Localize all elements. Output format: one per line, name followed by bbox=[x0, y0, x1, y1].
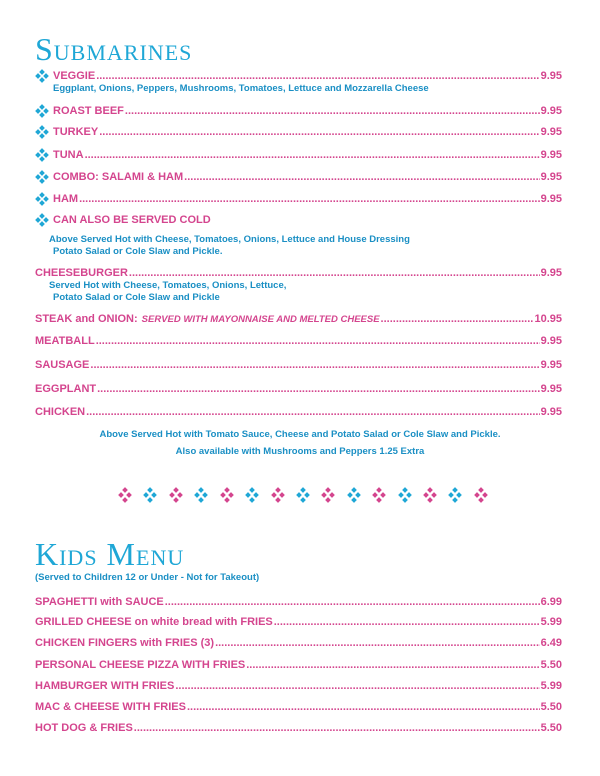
diamond-bullet-icon bbox=[35, 70, 49, 82]
item-name: HAM bbox=[53, 193, 79, 205]
item-note: SERVED WITH MAYONNAISE AND MELTED CHEESE bbox=[141, 314, 380, 325]
item-name: SPAGHETTI with SAUCE bbox=[35, 596, 164, 608]
divider-diamond-icon bbox=[448, 488, 462, 502]
item-name: CHICKEN bbox=[35, 406, 86, 418]
item-name: TUNA bbox=[53, 149, 84, 161]
divider-diamond-icon bbox=[143, 488, 157, 502]
item-price: 5.50 bbox=[540, 659, 562, 671]
kids-item-pizza bbox=[35, 658, 562, 672]
item-price: 9.95 bbox=[540, 149, 562, 161]
item-price: 9.95 bbox=[540, 335, 562, 347]
item-name: HOT DOG & FRIES bbox=[35, 722, 133, 734]
divider-diamond-icon bbox=[245, 488, 259, 502]
menu-item-tuna bbox=[35, 148, 562, 162]
item-name: EGGPLANT bbox=[35, 383, 97, 395]
divider-diamond-icon bbox=[169, 488, 183, 502]
menu-item-cheeseburger bbox=[35, 266, 562, 280]
menu-item-steak-and-onion bbox=[35, 312, 562, 326]
hot-footer-line-1: Above Served Hot with Tomato Sauce, Cheese and Potato Salad or Cole Slaw and Pickle. bbox=[99, 429, 501, 440]
cold-description-line-1: Above Served Hot with Cheese, Tomatoes, Onions, Lettuce and House Dressing bbox=[49, 234, 410, 245]
kids-item-mac-and-cheese bbox=[35, 700, 562, 714]
divider-diamond-icon bbox=[296, 488, 310, 502]
item-name: ROAST BEEF bbox=[53, 105, 124, 117]
divider-diamond-icon bbox=[347, 488, 361, 502]
menu-item-ham bbox=[35, 192, 562, 206]
cheeseburger-description-line-2: Potato Salad or Cole Slaw and Pickle bbox=[53, 292, 220, 303]
kids-item-hot-dog bbox=[35, 721, 562, 735]
item-name: HAMBURGER WITH FRIES bbox=[35, 680, 175, 692]
cold-description-line-2: Potato Salad or Cole Slaw and Pickle. bbox=[53, 246, 223, 257]
menu-item-roast-beef bbox=[35, 104, 562, 118]
diamond-bullet-icon bbox=[35, 105, 49, 117]
veggie-description: Eggplant, Onions, Peppers, Mushrooms, Tomatoes, Lettuce and Mozzarella Cheese bbox=[53, 83, 429, 94]
submarines-title: Submarines bbox=[35, 31, 193, 67]
hot-footer-line-2: Also available with Mushrooms and Peppers 1.25 Extra bbox=[175, 446, 425, 457]
menu-item-turkey bbox=[35, 125, 562, 139]
item-price: 9.95 bbox=[540, 359, 562, 371]
divider-diamond-icon bbox=[118, 488, 132, 502]
kids-item-hamburger bbox=[35, 679, 562, 693]
item-name: CHEESEBURGER bbox=[35, 267, 128, 279]
item-name: CHICKEN FINGERS with FRIES (3) bbox=[35, 637, 215, 649]
divider-diamond-icon bbox=[194, 488, 208, 502]
kids-menu-subtitle: (Served to Children 12 or Under - Not for Takeout) bbox=[35, 572, 260, 583]
diamond-bullet-icon bbox=[35, 126, 49, 138]
item-name: COMBO: SALAMI & HAM bbox=[53, 171, 184, 183]
item-price: 5.50 bbox=[540, 722, 562, 734]
item-price: 10.95 bbox=[534, 313, 562, 325]
item-price: 5.99 bbox=[540, 616, 562, 628]
diamond-bullet-icon bbox=[35, 214, 49, 226]
item-name: PERSONAL CHEESE PIZZA WITH FRIES bbox=[35, 659, 246, 671]
menu-item-meatball bbox=[35, 334, 562, 348]
item-price: 9.95 bbox=[540, 126, 562, 138]
item-price: 9.95 bbox=[540, 267, 562, 279]
kids-item-grilled-cheese bbox=[35, 615, 562, 629]
item-price: 5.99 bbox=[540, 680, 562, 692]
item-name: GRILLED CHEESE on white bread with FRIES bbox=[35, 616, 273, 628]
cold-option bbox=[35, 213, 562, 227]
item-name: STEAK and ONION: bbox=[35, 313, 138, 325]
menu-item-eggplant bbox=[35, 382, 562, 396]
divider-diamond-icon bbox=[220, 488, 234, 502]
kids-item-spaghetti bbox=[35, 595, 562, 609]
item-price: 9.95 bbox=[540, 383, 562, 395]
item-price: 9.95 bbox=[540, 406, 562, 418]
kids-menu-title: Kids Menu bbox=[35, 536, 185, 572]
item-name: VEGGIE bbox=[53, 70, 96, 82]
diamond-bullet-icon bbox=[35, 171, 49, 183]
cheeseburger-description-line-1: Served Hot with Cheese, Tomatoes, Onions, Lettuce, bbox=[49, 280, 287, 291]
item-price: 6.49 bbox=[540, 637, 562, 649]
divider-diamond-icon bbox=[372, 488, 386, 502]
divider-diamond-icon bbox=[423, 488, 437, 502]
divider-diamond-icon bbox=[271, 488, 285, 502]
item-name: SAUSAGE bbox=[35, 359, 90, 371]
item-name: MEATBALL bbox=[35, 335, 95, 347]
diamond-divider bbox=[118, 488, 488, 502]
item-name: TURKEY bbox=[53, 126, 99, 138]
menu-item-combo bbox=[35, 170, 562, 184]
divider-diamond-icon bbox=[398, 488, 412, 502]
item-price: 6.99 bbox=[540, 596, 562, 608]
divider-diamond-icon bbox=[321, 488, 335, 502]
menu-item-chicken bbox=[35, 405, 562, 419]
divider-diamond-icon bbox=[474, 488, 488, 502]
cold-label: CAN ALSO BE SERVED COLD bbox=[53, 214, 211, 226]
item-price: 9.95 bbox=[540, 70, 562, 82]
item-price: 9.95 bbox=[540, 193, 562, 205]
item-price: 9.95 bbox=[540, 105, 562, 117]
item-price: 5.50 bbox=[540, 701, 562, 713]
item-price: 9.95 bbox=[540, 171, 562, 183]
menu-item-veggie bbox=[35, 69, 562, 83]
diamond-bullet-icon bbox=[35, 149, 49, 161]
diamond-bullet-icon bbox=[35, 193, 49, 205]
menu-item-sausage bbox=[35, 358, 562, 372]
item-name: MAC & CHEESE WITH FRIES bbox=[35, 701, 186, 713]
kids-item-chicken-fingers bbox=[35, 636, 562, 650]
